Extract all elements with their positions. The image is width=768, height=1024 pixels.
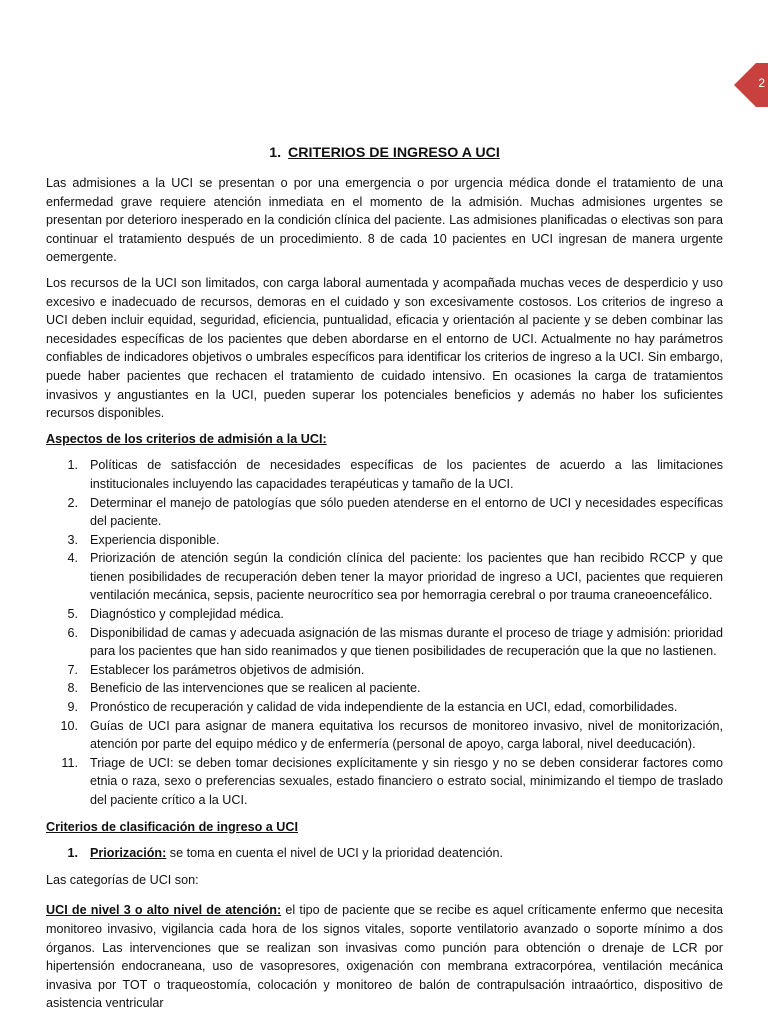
aspects-list bbox=[46, 456, 723, 809]
page-number-badge bbox=[734, 63, 768, 107]
classification-list bbox=[46, 844, 723, 863]
list-item bbox=[46, 624, 723, 661]
list-text: Guías de UCI para asignar de manera equitativa los recursos de monitoreo invasivo, nivel de monitorización, atención por parte del equipo médico y de enfermería (personal de apoyo, carga laboral, nivel deeducación). bbox=[90, 718, 723, 752]
priority-text: se toma en cuenta el nivel de UCI y la prioridad deatención. bbox=[166, 846, 504, 861]
list-number: 2. bbox=[67, 495, 78, 510]
document-body bbox=[46, 144, 723, 1020]
list-text: Experiencia disponible. bbox=[90, 532, 220, 547]
list-item bbox=[46, 494, 723, 531]
list-number: 5. bbox=[67, 607, 78, 622]
list-number: 1. bbox=[67, 846, 78, 861]
list-number: 4. bbox=[67, 551, 78, 566]
list-item bbox=[46, 844, 723, 863]
list-item bbox=[46, 531, 723, 550]
list-number: 8. bbox=[67, 681, 78, 696]
list-number: 1. bbox=[67, 458, 78, 473]
list-item bbox=[46, 698, 723, 717]
list-text: Disponibilidad de camas y adecuada asignación de las mismas durante el proceso de triage y admisión: prioridad para los pacientes que han sido reanimados y que tienen posibilidades de recuperación que la que no lastienen. bbox=[90, 625, 723, 659]
list-number: 6. bbox=[67, 625, 78, 640]
list-item bbox=[46, 717, 723, 754]
list-number: 10. bbox=[60, 718, 78, 733]
list-text: Determinar el manejo de patologías que sólo pueden atenderse en el entorno de UCI y necesidades específicas del paciente. bbox=[90, 495, 723, 529]
priority-label: Priorización: bbox=[90, 846, 167, 861]
list-item bbox=[46, 549, 723, 605]
aspects-subheading: Aspectos de los criterios de admisión a la UCI: bbox=[46, 431, 327, 446]
list-text: Beneficio de las intervenciones que se realicen al paciente. bbox=[90, 681, 421, 696]
list-text: Triage de UCI: se deben tomar decisiones explícitamente y sin riesgo y no se deben considerar factores como etnia o raza, sexo o preferencias sexuales, estado financiero o estrato social, minimizando el tiempo de traslado del paciente crítico a la UCI. bbox=[90, 755, 723, 807]
list-text: Priorización de atención según la condición clínica del paciente: los pacientes que han recibido RCCP y que tienen posibilidades de recuperación deben tener la mayor prioridad de ingreso a UCI, pacientes que requieren ventilación mecánica, sepsis, paciente neurocrítico sea por hemorragia cerebral o por trauma craneoencefálico. bbox=[90, 551, 723, 603]
list-number: 9. bbox=[67, 700, 78, 715]
list-number: 11. bbox=[61, 755, 78, 770]
list-item bbox=[46, 754, 723, 810]
list-number: 7. bbox=[67, 662, 78, 677]
list-text: Pronóstico de recuperación y calidad de vida independiente de la estancia en UCI, edad, comorbilidades. bbox=[90, 700, 678, 715]
classification-subheading: Criterios de clasificación de ingreso a UCI bbox=[46, 819, 298, 834]
heading-title: CRITERIOS DE INGRESO A UCI bbox=[288, 145, 500, 161]
level3-text: el tipo de paciente que se recibe es aquel críticamente enfermo que necesita monitoreo invasivo, vigilancia cada hora de los signos vitales, soporte ventilatorio avanzado o soporte mínimo a dos órganos. Las intervenciones que se realizan son invasivas como punción para obtención o drenaje de LCR por hipertensión endocraneana, uso de vasopresores, oxigenación con membrana extracorpórea, ventilación mecánica invasiva por TOT o traqueostomía, colocación y monitoreo de balón de contrapulsación intraaórtico, dispositivo de asistencia ventricular bbox=[46, 903, 723, 1011]
page-number: 2 bbox=[758, 76, 765, 90]
paragraph-admissions: Las admisiones a la UCI se presentan o por una emergencia o por urgencia médica donde el tratamiento de una enfermedad grave requiere atención inmediata en el momento de la admisión. Muchas admisiones urgentes se presentan por deterioro inesperado en la condición clínica del paciente. Las admisiones planificadas o electivas son para continuar el tratamiento después de un procedimiento. 8 de cada 10 pacientes en UCI ingresan de manera urgente oemergente. bbox=[46, 176, 723, 265]
paragraph-resources: Los recursos de la UCI son limitados, con carga laboral aumentada y acompañada muchas veces de desperdicio y uso excesivo e inadecuado de recursos, demoras en el cuidado y son excesivamente costosos. Los criterios de ingreso a UCI deben incluir equidad, seguridad, eficiencia, puntualidad, eficacia y orientación al paciente y se deben combinar las necesidades específicas de los pacientes que deben abordarse en el entorno de UCI. Actualmente no hay parámetros confiables de indicadores objetivos o umbrales específicos para identificar los criterios de ingreso a la UCI. Sin embargo, puede haber pacientes que rechacen el tratamiento de cuidado intensivo. En ocasiones la carga de tratamientos invasivos y angustiantes en la UCI, pueden superar los potenciales beneficios y además no haber los suficientes recursos disponibles. bbox=[46, 275, 723, 421]
list-number: 3. bbox=[67, 532, 78, 547]
list-item bbox=[46, 456, 723, 493]
list-text: Diagnóstico y complejidad médica. bbox=[90, 607, 284, 622]
list-item bbox=[46, 605, 723, 624]
list-item bbox=[46, 661, 723, 680]
level3-lead: UCI de nivel 3 o alto nivel de atención: bbox=[46, 903, 282, 918]
categories-intro: Las categorías de UCI son: bbox=[46, 872, 199, 887]
section-heading bbox=[46, 144, 723, 163]
list-text: Establecer los parámetros objetivos de admisión. bbox=[90, 662, 365, 677]
list-text: Políticas de satisfacción de necesidades específicas de los pacientes de acuerdo a las limitaciones institucionales incluyendo las capacidades terapéuticas y tamaño de la UCI. bbox=[90, 458, 723, 491]
heading-number: 1. bbox=[269, 145, 282, 161]
level3-paragraph bbox=[46, 901, 723, 1013]
list-item bbox=[46, 679, 723, 698]
